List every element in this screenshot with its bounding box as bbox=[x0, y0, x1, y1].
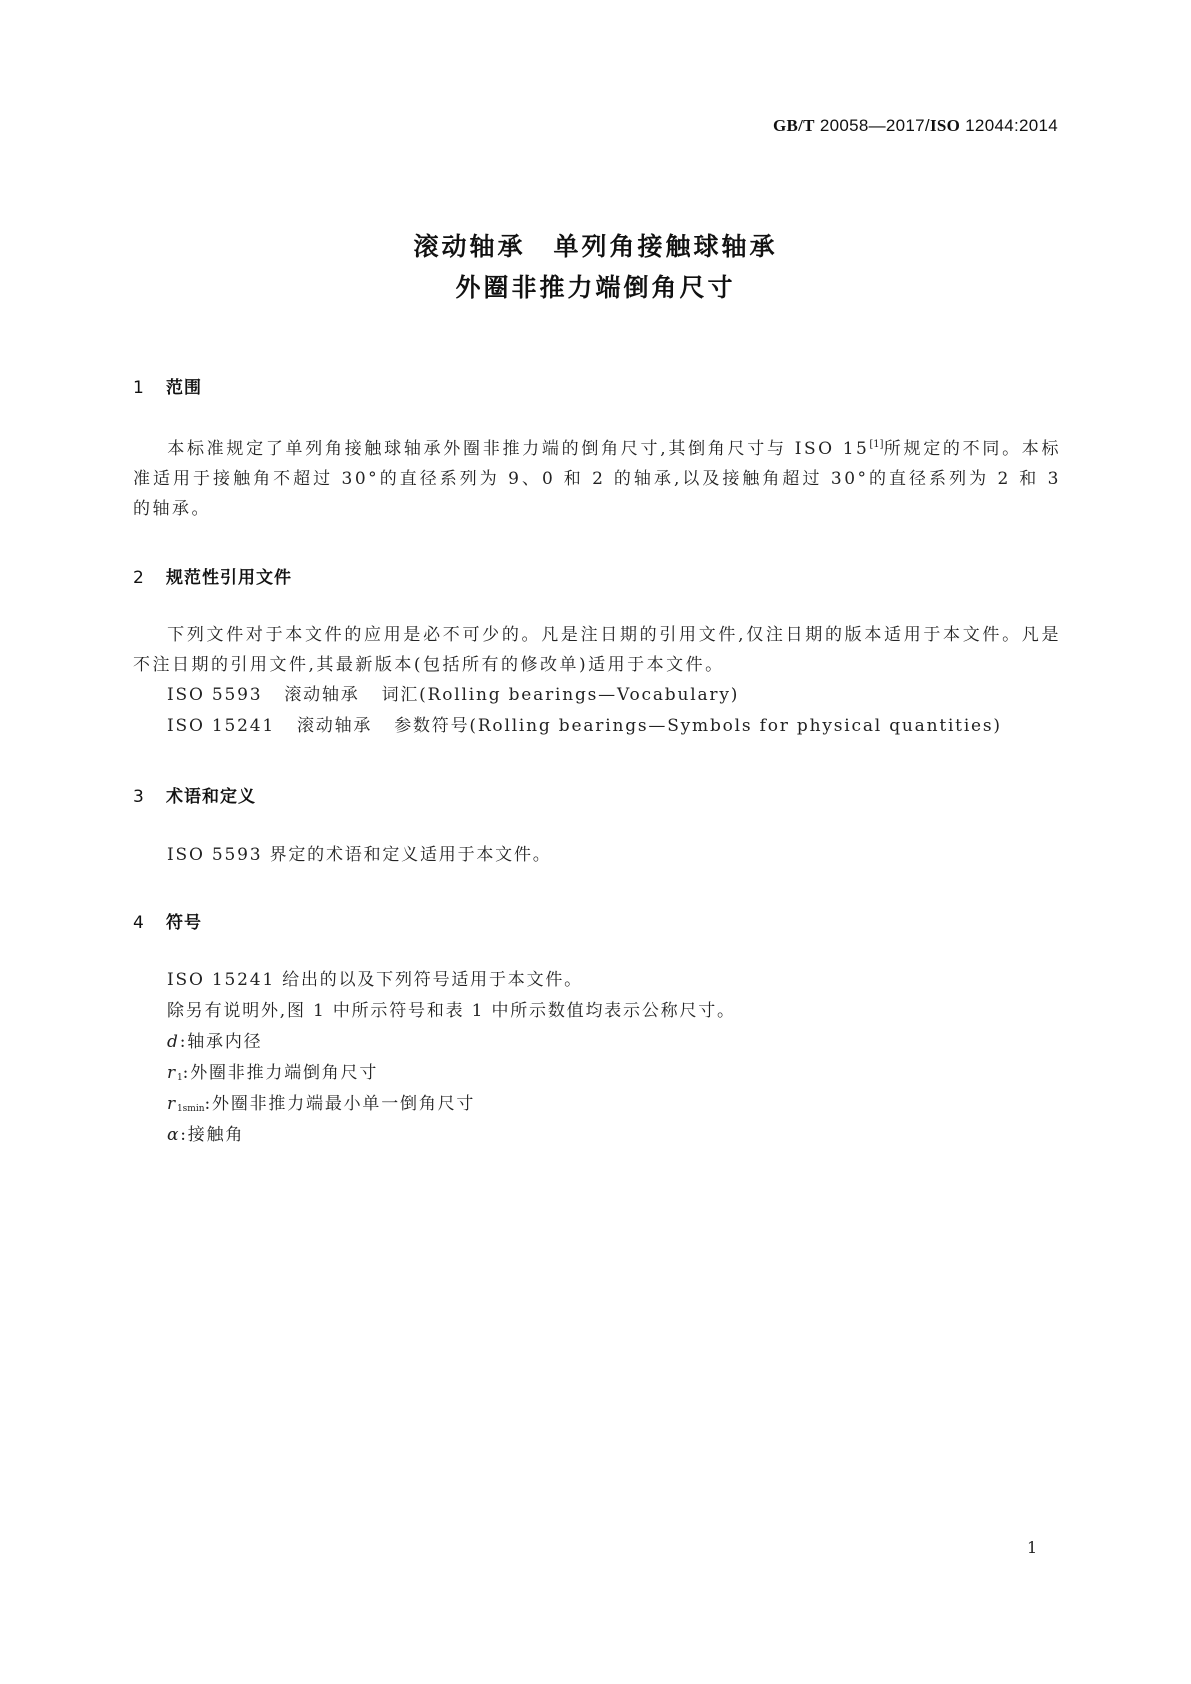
scope-paragraph bbox=[133, 430, 1061, 524]
symbol-subscript: 1 bbox=[176, 1073, 183, 1083]
standard-code-prefix: GB/T bbox=[772, 116, 815, 135]
title-line-1 bbox=[0, 226, 1191, 267]
reference-code: ISO 5593 bbox=[167, 685, 263, 705]
section-number: 2 bbox=[133, 568, 145, 588]
scope-text-part-1: 本标准规定了单列角接触球轴承外圈非推力端的倒角尺寸,其倒角尺寸与 ISO 15 bbox=[167, 439, 870, 459]
section-heading-terms-definitions bbox=[133, 782, 256, 807]
section-title: 范围 bbox=[166, 378, 202, 398]
symbols-intro-2: 除另有说明外,图 1 中所示符号和表 1 中所示数值均表示公称尺寸。 bbox=[167, 1001, 736, 1021]
section-number: 4 bbox=[133, 913, 145, 933]
standard-code-number: 20058—2017/ bbox=[814, 116, 930, 135]
reference-superscript: [1] bbox=[869, 439, 884, 450]
symbols-intro-1: ISO 15241 给出的以及下列符号适用于本文件。 bbox=[167, 970, 583, 990]
symbol-definition: :外圈非推力端倒角尺寸 bbox=[182, 1063, 379, 1083]
page-number: 1 bbox=[1027, 1538, 1038, 1557]
terms-definitions-paragraph: ISO 5593 界定的术语和定义适用于本文件。 bbox=[167, 845, 552, 865]
reference-item bbox=[167, 680, 739, 710]
title-line-1-part-1: 滚动轴承 bbox=[413, 232, 526, 261]
symbol-definition: :外圈非推力端最小单一倒角尺寸 bbox=[204, 1094, 476, 1114]
normative-references-paragraph bbox=[133, 620, 1061, 680]
section-title: 符号 bbox=[166, 913, 202, 933]
symbol: r bbox=[167, 1094, 177, 1114]
section-heading-symbols bbox=[133, 908, 202, 933]
symbol: d bbox=[167, 1032, 180, 1052]
symbol-item-r1smin bbox=[167, 1089, 475, 1124]
symbol-item-alpha bbox=[167, 1120, 244, 1150]
normative-references-text: 下列文件对于本文件的应用是必不可少的。凡是注日期的引用文件,仅注日期的版本适用于本文件。凡是不注日期的引用文件,其最新版本(包括所有的修改单)适用于本文件。 bbox=[133, 625, 1061, 675]
document-title bbox=[0, 226, 1191, 308]
reference-title: 词汇(Rolling bearings—Vocabulary) bbox=[381, 685, 740, 705]
reference-code: ISO 15241 bbox=[167, 716, 275, 736]
section-heading-normative-references bbox=[133, 563, 292, 588]
symbol-definition: :接触角 bbox=[180, 1125, 245, 1145]
symbol: α bbox=[167, 1125, 181, 1145]
reference-category: 滚动轴承 bbox=[284, 685, 360, 705]
section-title: 术语和定义 bbox=[166, 787, 256, 807]
symbol-definition: :轴承内径 bbox=[179, 1032, 263, 1052]
title-line-2: 外圈非推力端倒角尺寸 bbox=[455, 273, 736, 302]
title-line-1-part-2: 单列角接触球轴承 bbox=[553, 232, 778, 261]
reference-title: 参数符号(Rolling bearings—Symbols for physical quantities) bbox=[394, 716, 1002, 736]
scope-text-part-2: 所规定的不同。本标准适用于接触角不超过 30°的直径系列为 9、0 和 2 的轴承,以及接触角超过 30°的直径系列为 2 和 3 的轴承。 bbox=[133, 439, 1062, 519]
standard-code bbox=[773, 116, 1058, 136]
iso-number: 12044:2014 bbox=[960, 116, 1058, 135]
section-title: 规范性引用文件 bbox=[166, 568, 292, 588]
section-heading-scope bbox=[133, 373, 202, 398]
symbol-item-r1 bbox=[167, 1058, 378, 1093]
reference-category: 滚动轴承 bbox=[296, 716, 373, 736]
iso-prefix: ISO bbox=[929, 116, 961, 135]
symbol-subscript: 1smin bbox=[176, 1104, 205, 1114]
section-number: 3 bbox=[133, 787, 145, 807]
symbol-item-d bbox=[167, 1027, 262, 1057]
symbol: r bbox=[167, 1063, 177, 1083]
reference-item bbox=[167, 711, 1002, 741]
section-number: 1 bbox=[133, 378, 145, 398]
